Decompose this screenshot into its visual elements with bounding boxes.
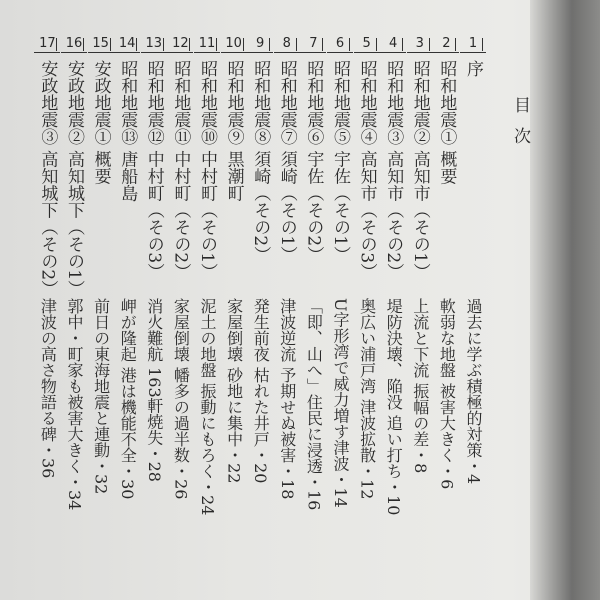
toc-entry xyxy=(141,36,167,576)
toc-entry xyxy=(114,36,140,576)
entry-title: 昭和地震⑨ 黒潮町 xyxy=(223,60,244,202)
toc-entry xyxy=(247,36,273,576)
entry-title: 昭和地震③ 高知市（その2） xyxy=(383,60,404,281)
entry-subtitle-page: 津波の高さ物語る碑・36 xyxy=(38,298,58,479)
toc-entry xyxy=(407,36,433,576)
entry-subtitle-page: 津波逆流 予期せぬ被害・18 xyxy=(277,298,297,500)
toc-entry xyxy=(88,36,114,576)
entry-subtitle-page: 消火難航 163軒焼失・28 xyxy=(144,298,164,482)
toc-entry xyxy=(221,36,247,576)
entry-title: 昭和地震① 概要 xyxy=(436,60,457,185)
entry-title: 昭和地震⑤ 宇佐（その1） xyxy=(330,60,350,264)
entry-subtitle-page: 過去に学ぶ積極的対策・4 xyxy=(464,298,483,485)
entry-number: 8 xyxy=(274,36,300,53)
toc-entry xyxy=(460,36,486,576)
entry-title: 昭和地震⑬ 唐船島 xyxy=(117,60,138,202)
toc-entry xyxy=(194,36,220,576)
entry-number: 13 xyxy=(141,36,167,53)
entry-number: 7 xyxy=(300,36,326,53)
entry-title: 昭和地震② 高知市（その1） xyxy=(409,60,430,281)
entry-number: 17 xyxy=(34,36,60,53)
toc-entry xyxy=(433,36,459,576)
entry-number: 1 xyxy=(460,36,486,53)
entry-number: 11 xyxy=(194,36,220,53)
entry-subtitle-page: 家屋倒壊 砂地に集中・22 xyxy=(224,298,244,484)
entry-subtitle-page: 上流と下流 振幅の差・8 xyxy=(410,298,430,474)
toc-entry xyxy=(354,36,380,576)
entry-title: 昭和地震⑦ 須崎（その1） xyxy=(276,60,297,264)
entry-title: 昭和地震⑧ 須崎（その2） xyxy=(250,60,271,264)
entry-number: 12 xyxy=(167,36,193,53)
entry-subtitle-page: 軟弱な地盤 被害大きく・6 xyxy=(437,298,457,490)
entry-subtitle-page: 前日の東海地震と連動・32 xyxy=(91,298,111,495)
toc-entry xyxy=(61,36,87,576)
entry-title: 昭和地震⑪ 中村町（その2） xyxy=(170,60,191,281)
entry-subtitle-page: 泥土の地盤 振動にもろく・24 xyxy=(198,298,217,516)
book-gutter-shadow xyxy=(530,0,600,600)
entry-title: 安政地震① 概要 xyxy=(90,60,111,185)
entry-subtitle-page: 家屋倒壊 幡多の過半数・26 xyxy=(171,298,191,500)
entry-number: 6 xyxy=(327,36,353,53)
entry-subtitle-page: 郭中・町家も被害大きく・34 xyxy=(65,298,84,511)
entry-title: 昭和地震⑩ 中村町（その1） xyxy=(197,60,217,281)
entry-subtitle-page: 奥広い浦戸湾 津波拡散・12 xyxy=(357,298,377,500)
entry-subtitle-page: U字形湾で威力増す津波・14 xyxy=(331,298,350,508)
entry-title: 安政地震② 高知城下（その1） xyxy=(64,60,84,298)
entry-title: 昭和地震⑥ 宇佐（その2） xyxy=(303,60,324,264)
entry-subtitle-page: 堤防決壊、陥没 追い打ち・10 xyxy=(384,298,404,516)
entry-number: 10 xyxy=(221,36,247,53)
entry-number: 2 xyxy=(433,36,459,53)
toc-entry xyxy=(327,36,353,576)
entry-subtitle-page: 発生前夜 枯れた井戸・20 xyxy=(251,298,271,484)
toc-entry xyxy=(300,36,326,576)
toc-title: 目次 xyxy=(510,96,530,158)
toc-entry xyxy=(34,36,60,576)
toc-entry xyxy=(274,36,300,576)
entry-title: 安政地震③ 高知城下（その2） xyxy=(37,60,58,298)
entry-number: 5 xyxy=(354,36,380,53)
toc-entry xyxy=(167,36,193,576)
entry-title: 序 xyxy=(463,60,483,77)
toc-entry xyxy=(380,36,406,576)
entry-subtitle-page: 岬が隆起 港は機能不全・30 xyxy=(118,298,138,500)
entry-number: 15 xyxy=(88,36,114,53)
entry-number: 14 xyxy=(114,36,140,53)
entry-number: 4 xyxy=(380,36,406,53)
entry-number: 9 xyxy=(247,36,273,53)
entry-number: 3 xyxy=(407,36,433,53)
entry-number: 16 xyxy=(61,36,87,53)
entry-subtitle-page: 「即、山へ」住民に浸透・16 xyxy=(304,298,324,511)
entry-title: 昭和地震⑫ 中村町（その3） xyxy=(143,60,164,281)
entry-title: 昭和地震④ 高知市（その3） xyxy=(356,60,377,281)
